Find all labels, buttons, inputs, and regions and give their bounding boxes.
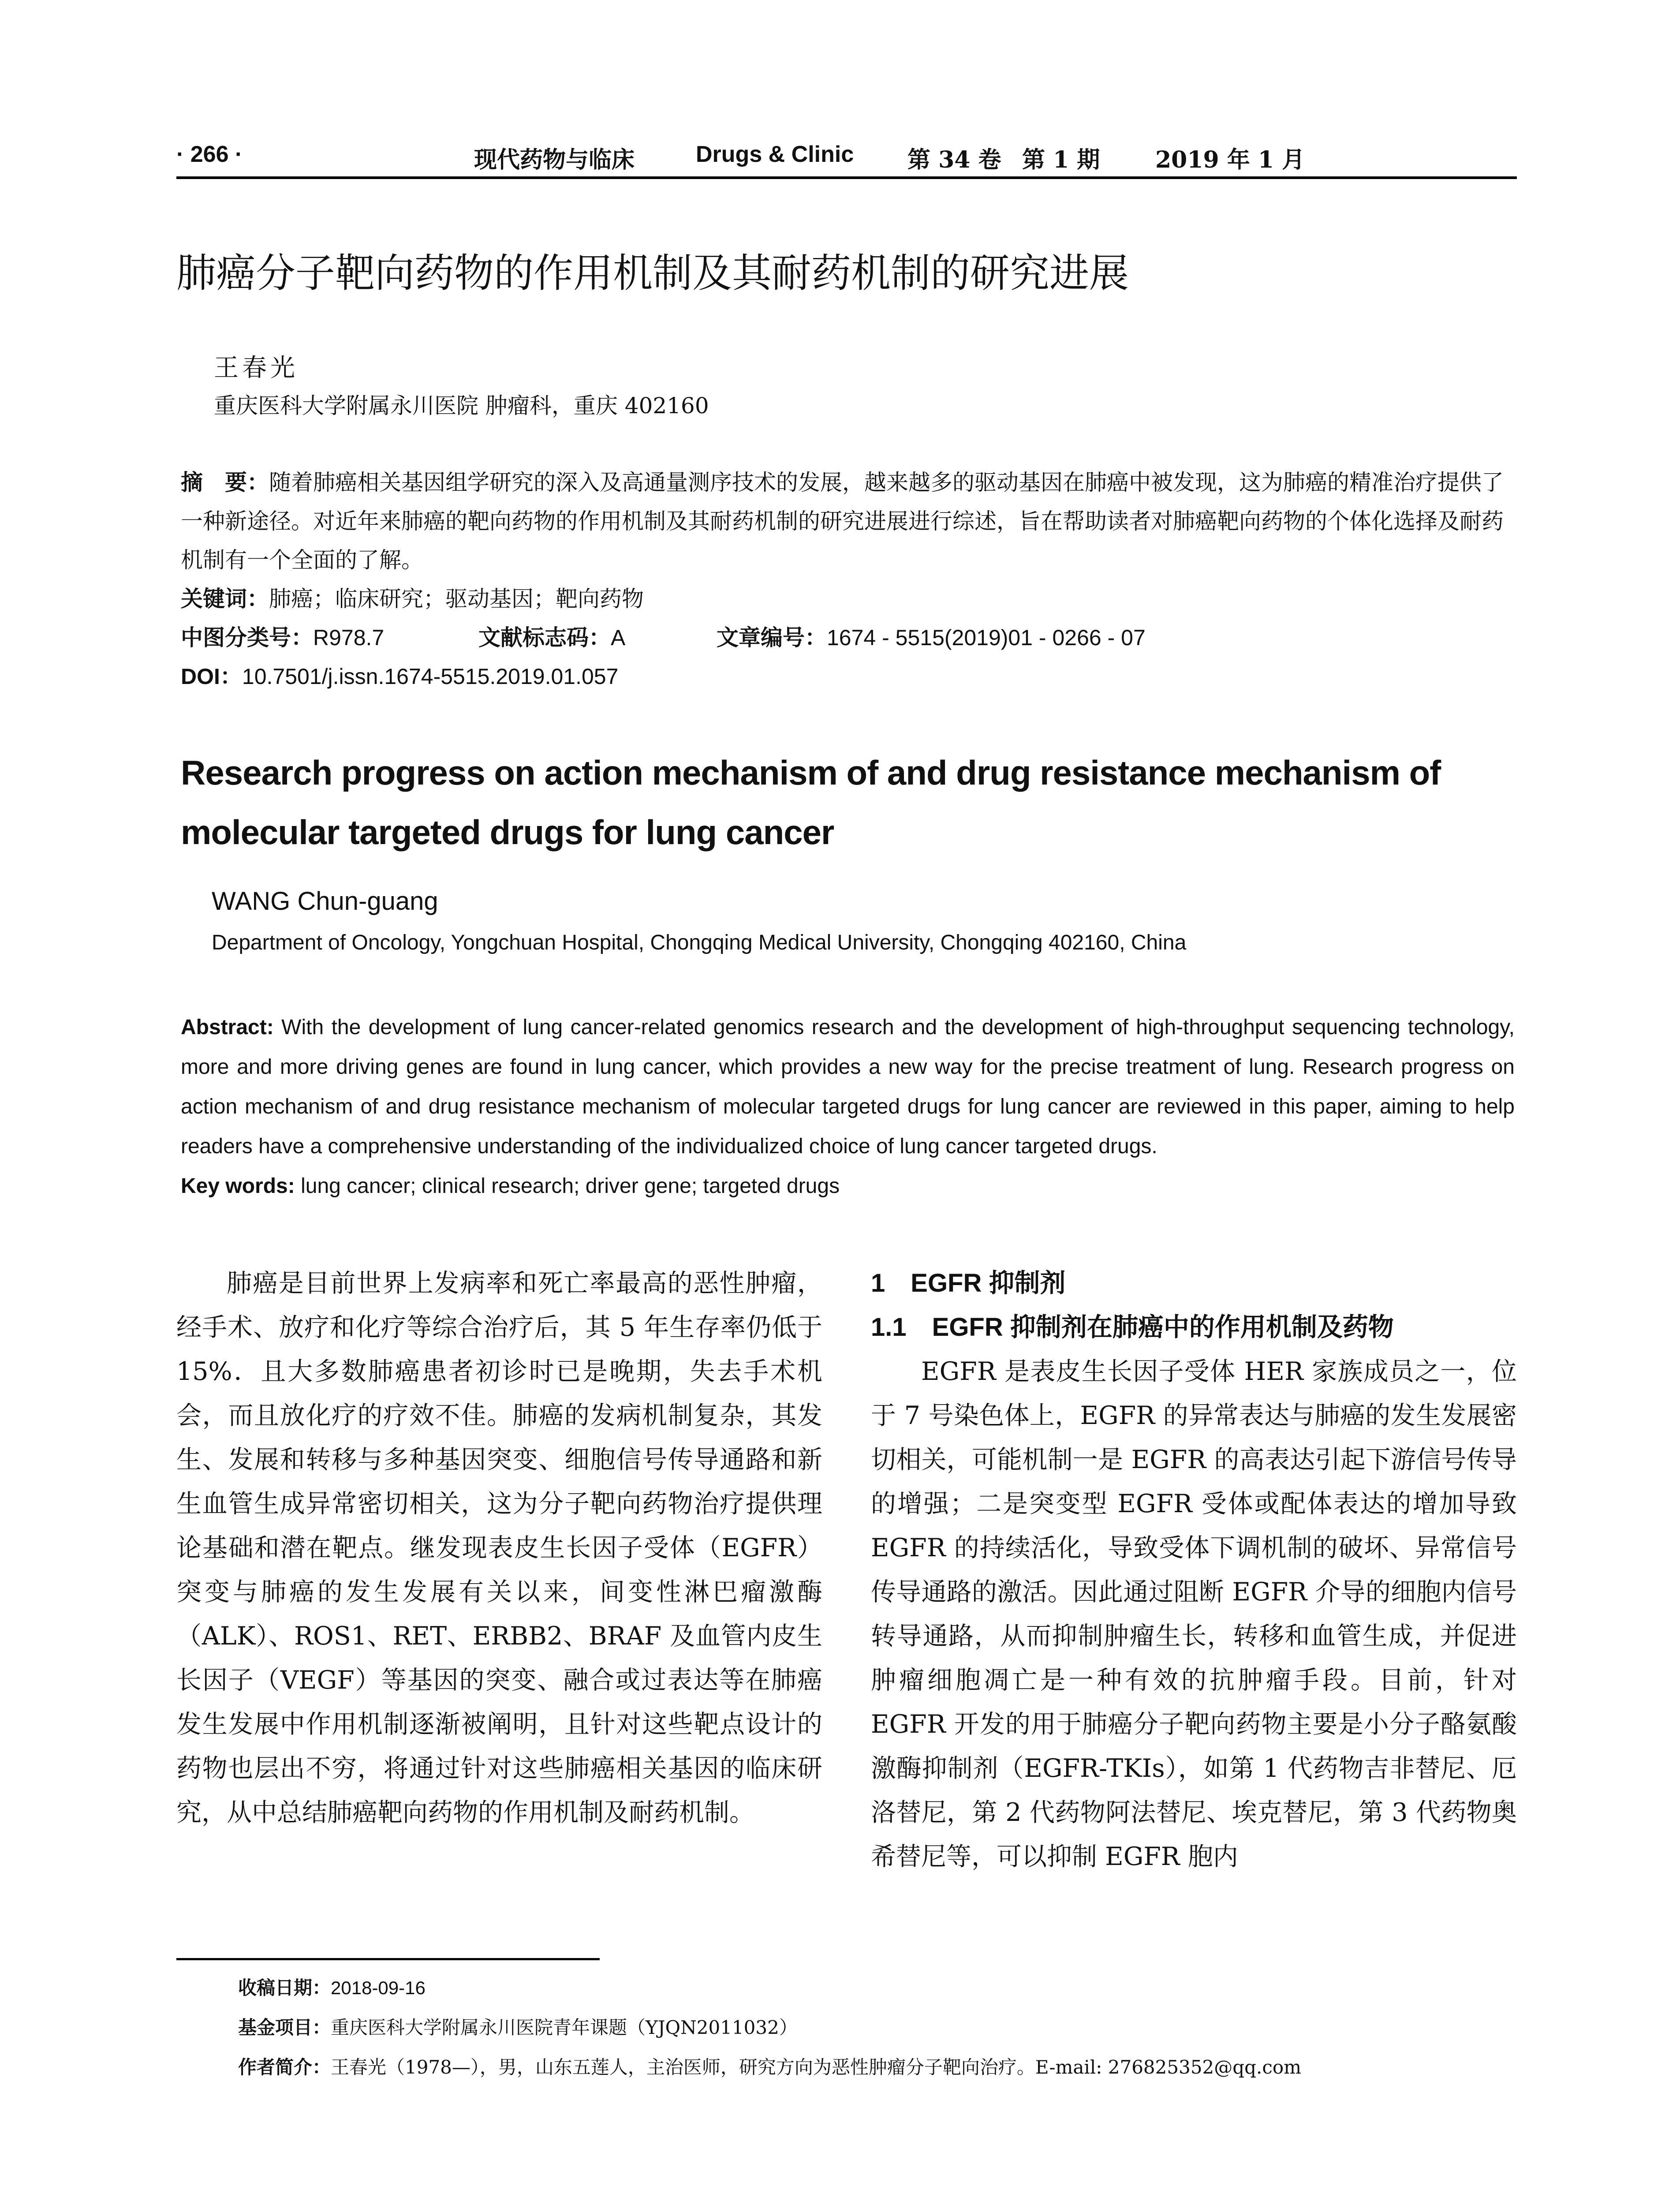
footnote-received [238,1973,426,2000]
issue: 第 1 期 [1022,146,1100,173]
bio-label: 作者简介： [238,2056,331,2078]
abstract-en-block [181,1008,1515,1206]
footnote-rule [176,1958,600,1960]
affiliation-cn-text: 重庆医科大学附属永川医院 肿瘤科，重庆 402160 [214,393,709,419]
affiliation-en: Department of Oncology, Yongchuan Hospital, Chongqing Medical University, Chongqing 402160, China [212,931,1187,954]
abstract-cn [181,463,1512,579]
abstract-cn-block [181,463,1512,696]
intro-paragraph: 肺癌是目前世界上发病率和死亡率最高的恶性肿瘤，经手术、放疗和化疗等综合治疗后，其 5 年生存率仍低于 15%．且大多数肺癌患者初诊时已是晚期，失去手术机会，而且放化疗的疗效不佳。肺癌的发病机制复杂，其发生、发展和转移与多种基因突变、细胞信号传导通路和新生血管生成异常密切相关，这为分子靶向药物治疗提供理论基础和潜在靶点。继发现表皮生长因子受体（EGFR）突变与肺癌的发生发展有关以来，间变性淋巴瘤激酶（ALK）、ROS1、RET、ERBB2、BRAF 及血管内皮生长因子（VEGF）等基因的突变、融合或过表达等在肺癌发生发展中作用机制逐渐被阐明，且针对这些靶点设计的药物也层出不穷，将通过针对这些肺癌相关基因的临床研究，从中总结肺癌靶向药物的作用机制及耐药机制。 [176,1269,822,1827]
fund-label: 基金项目： [238,2017,331,2038]
clc-field [181,618,478,657]
abstract-en-label: Abstract: [181,1016,274,1039]
page-number: · 266 · [176,142,243,167]
doc-code-field [478,618,717,657]
author-cn: 王春光 [214,354,299,382]
clc-value: R978.7 [313,625,385,650]
bio-text: 王春光（1978—），男，山东五莲人，主治医师，研究方向为恶性肿瘤分子靶向治疗。E-mail: 276825352@qq.com [331,2056,1302,2078]
egfr-paragraph: EGFR 是表皮生长因子受体 HER 家族成员之一，位于 7 号染色体上，EGFR 的异常表达与肺癌的发生发展密切相关，可能机制一是 EGFR 的高表达引起下游信号传导的增强；二是突变型 EGFR 受体或配体表达的增加导致 EGFR 的持续活化，导致受体下调机制的破坏、异常信号传导通路的激活。因此通过阻断 EGFR 介导的细胞内信号转导通路，从而抑制肿瘤生长，转移和血管生成，并促进肿瘤细胞凋亡是一种有效的抗肿瘤手段。目前，针对 EGFR 开发的用于肺癌分子靶向药物主要是小分子酪氨酸激酶抑制剂（EGFR-TKIs），如第 1 代药物吉非替尼、厄洛替尼，第 2 代药物阿法替尼、埃克替尼，第 3 代药物奥希替尼等，可以抑制 EGFR 胞内 [871,1357,1517,1871]
footnote-author-bio [238,2053,1301,2079]
title-cn: 肺癌分子靶向药物的作用机制及其耐药机制的研究进展 [176,250,1129,296]
clc-label: 中图分类号： [181,624,313,650]
article-no-value: 1674 - 5515(2019)01 - 0266 - 07 [827,625,1146,650]
abstract-en-text: With the development of lung cancer-related genomics research and the development of high-throughput sequencing technology, more and more driving genes are found in lung cancer, which provides a new way for the precise treatment of lung. Research progress on action mechanism of and drug resistance mechanism of molecular targeted drugs for lung cancer are reviewed in this paper, aiming to help readers have a comprehensive understanding of the individualized choice of lung cancer targeted drugs. [181,1016,1515,1158]
body-left-column [176,1261,822,1835]
article-no-field [717,618,1146,657]
fund-text: 重庆医科大学附属永川医院青年课题（YJQN2011032） [331,2017,798,2038]
keywords-cn-text: 肺癌；临床研究；驱动基因；靶向药物 [269,586,644,612]
keywords-cn [181,579,1512,618]
section-heading-1: 1 EGFR 抑制剂 [871,1269,1066,1297]
abstract-cn-text: 随着肺癌相关基因组学研究的深入及高通量测序技术的发展，越来越多的驱动基因在肺癌中被发现，这为肺癌的精准治疗提供了一种新途径。对近年来肺癌的靶向药物的作用机制及其耐药机制的研究进展进行综述，旨在帮助读者对肺癌靶向药物的个体化选择及耐药机制有一个全面的了解。 [181,470,1504,573]
doi-line [181,657,1512,696]
article-no-label: 文章编号： [717,624,827,650]
keywords-en [181,1166,1515,1206]
section-heading-1-1: 1.1 EGFR 抑制剂在肺癌中的作用机制及药物 [871,1313,1394,1342]
keywords-en-text: lung cancer; clinical research; driver gene; targeted drugs [301,1174,840,1198]
abstract-cn-label: 摘 要： [181,469,269,495]
classification-line [181,618,1512,657]
author-en: WANG Chun-guang [212,887,438,916]
journal-name-en: Drugs & Clinic [696,142,854,167]
header-rule [176,176,1517,179]
footnote-fund [238,2013,798,2040]
doc-code-label: 文献标志码： [478,624,611,650]
affiliation-cn [214,388,709,420]
doi-label: DOI： [181,664,242,689]
doc-code-value: A [611,625,626,650]
keywords-cn-label: 关键词： [181,586,269,612]
title-en: Research progress on action mechanism of and drug resistance mechanism of molecular targeted drugs for lung cancer [181,753,1441,852]
keywords-en-label: Key words: [181,1174,295,1198]
volume: 第 34 卷 [907,146,1001,173]
received-label: 收稿日期： [238,1977,331,1999]
received-text: 2018-09-16 [331,1977,426,1998]
journal-name-cn: 现代药物与临床 [474,146,635,173]
abstract-en [181,1008,1515,1166]
body-right-column [871,1261,1517,1879]
doi-value[interactable]: 10.7501/j.issn.1674-5515.2019.01.057 [242,664,619,689]
issue-date: 2019 年 1 月 [1155,146,1305,173]
